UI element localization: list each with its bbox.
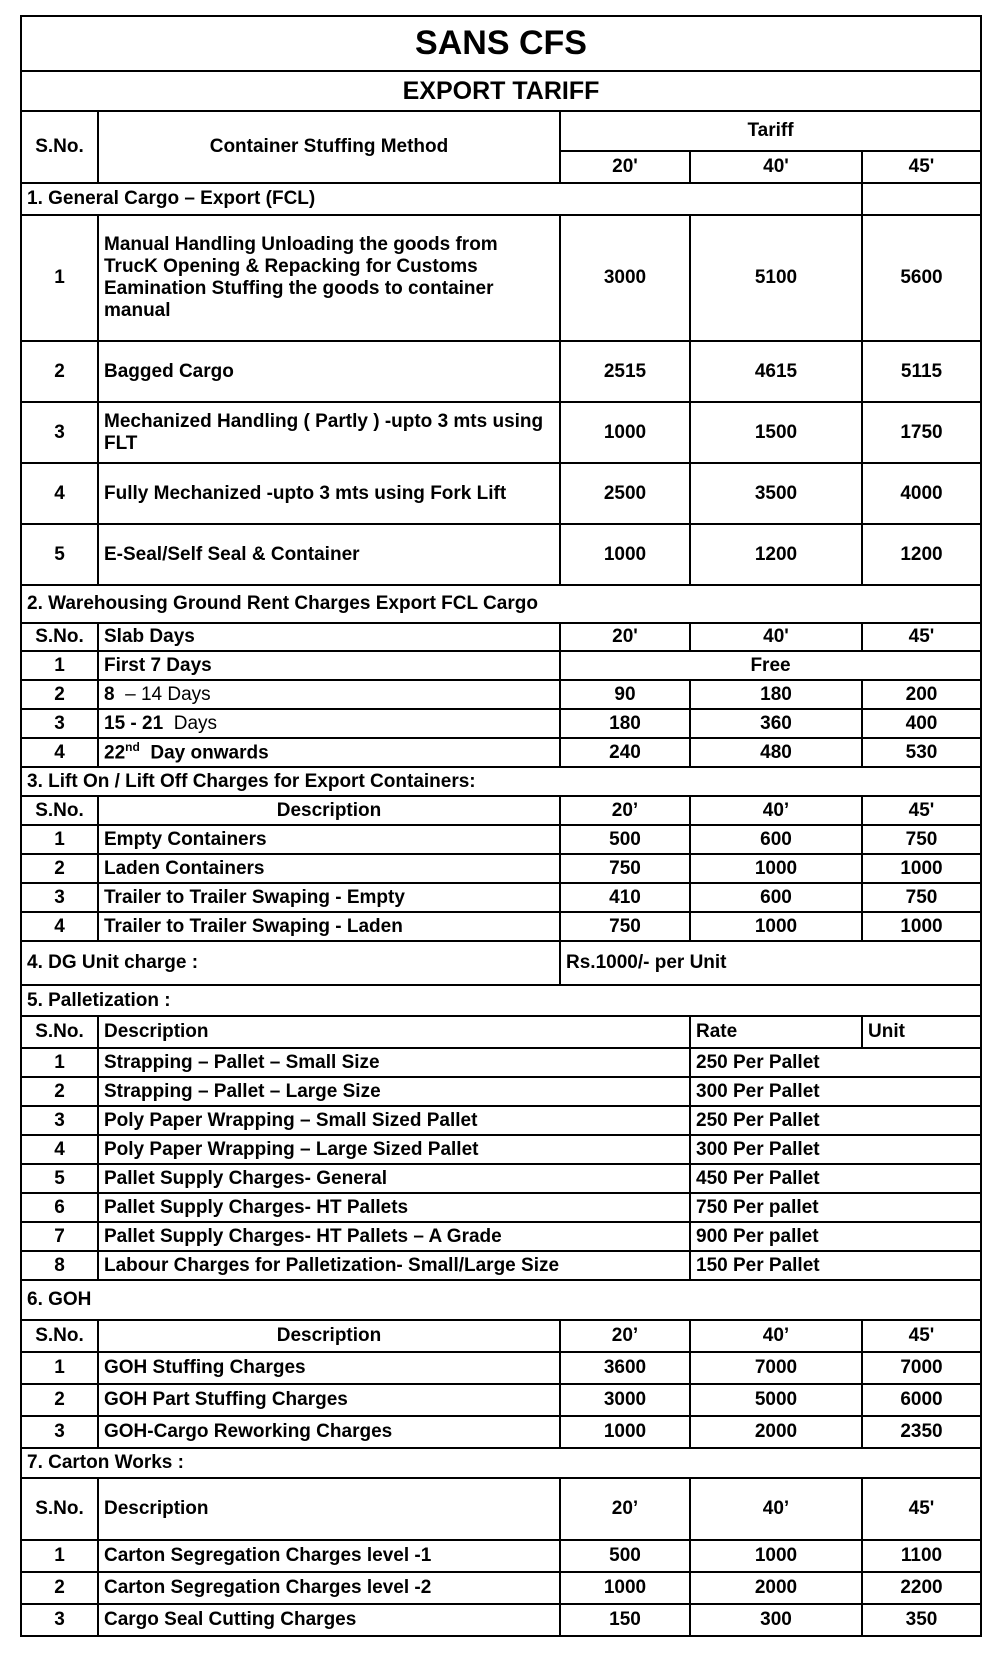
section-7-head-40: 40’ <box>690 1478 862 1540</box>
row-v40: 7000 <box>690 1352 862 1384</box>
table-row <box>21 1193 981 1222</box>
row-sno: 3 <box>21 1416 98 1448</box>
row-v45: 350 <box>862 1604 981 1636</box>
section-5-rows-b <box>21 1135 981 1280</box>
row-v20: 150 <box>560 1604 690 1636</box>
row-desc: Poly Paper Wrapping – Large Sized Pallet <box>98 1135 690 1164</box>
row-desc-text: – 14 Days <box>125 683 211 705</box>
row-v20: 240 <box>560 738 690 767</box>
table-row <box>21 1604 981 1636</box>
row-sno: 3 <box>21 1106 98 1135</box>
row-desc <box>98 680 560 709</box>
table-row <box>21 1135 981 1164</box>
header-40: 40' <box>690 151 862 183</box>
section-7-head-desc: Description <box>98 1478 560 1540</box>
row-v40: 1000 <box>690 1540 862 1572</box>
row-sno: 7 <box>21 1222 98 1251</box>
section-2-head-40: 40' <box>690 623 862 651</box>
table-row <box>21 738 981 767</box>
section-7-rows <box>21 1540 981 1636</box>
row-v40: 4615 <box>690 341 862 402</box>
row-v40: 2000 <box>690 1416 862 1448</box>
row-v45: 4000 <box>862 463 981 524</box>
row-v45: 1100 <box>862 1540 981 1572</box>
row-v45: 2350 <box>862 1416 981 1448</box>
section-6-title: 6. GOH <box>21 1280 981 1320</box>
row-v40: 5000 <box>690 1384 862 1416</box>
row-v45: 5115 <box>862 341 981 402</box>
row-v20: 3000 <box>560 1384 690 1416</box>
table-row <box>21 1048 981 1077</box>
row-desc: Empty Containers <box>98 825 560 854</box>
row-desc: Trailer to Trailer Swaping - Empty <box>98 883 560 912</box>
section-2-head-desc: Slab Days <box>98 623 560 651</box>
row-v40: 480 <box>690 738 862 767</box>
row-v20: 500 <box>560 825 690 854</box>
dg-unit-value: Rs.1000/- per Unit <box>560 941 981 985</box>
table-row <box>21 1251 981 1280</box>
table-row <box>21 524 981 585</box>
row-v20: 1000 <box>560 1416 690 1448</box>
section-6-head-45: 45' <box>862 1320 981 1352</box>
row-v40: 1000 <box>690 912 862 941</box>
section-3-rows <box>21 825 981 941</box>
row-desc: Cargo Seal Cutting Charges <box>98 1604 560 1636</box>
table-row <box>21 825 981 854</box>
section-2-head-20: 20' <box>560 623 690 651</box>
section-2-title: 2. Warehousing Ground Rent Charges Export FCL Cargo <box>21 585 981 623</box>
row-desc: Fully Mechanized -upto 3 mts using Fork Lift <box>98 463 560 524</box>
section-3-head-sno: S.No. <box>21 796 98 825</box>
row-v40: 300 <box>690 1604 862 1636</box>
row-desc: Carton Segregation Charges level -1 <box>98 1540 560 1572</box>
row-desc: Strapping – Pallet – Large Size <box>98 1077 690 1106</box>
section-7-head-45: 45' <box>862 1478 981 1540</box>
table-row <box>21 1384 981 1416</box>
row-desc <box>98 709 560 738</box>
row-v20: 1000 <box>560 1572 690 1604</box>
row-rate: 150 Per Pallet <box>690 1251 981 1280</box>
table-row <box>21 883 981 912</box>
row-v45: 750 <box>862 883 981 912</box>
table-row <box>21 341 981 402</box>
table-row <box>21 1164 981 1193</box>
row-rate: 250 Per Pallet <box>690 1048 981 1077</box>
row-v20: 180 <box>560 709 690 738</box>
row-sno: 5 <box>21 524 98 585</box>
row-rate: 300 Per Pallet <box>690 1135 981 1164</box>
row-desc: Labour Charges for Palletization- Small/Large Size <box>98 1251 690 1280</box>
row-sno: 4 <box>21 1135 98 1164</box>
section-5-rows-a <box>21 1048 981 1135</box>
section-3-head-40: 40’ <box>690 796 862 825</box>
row-sno: 6 <box>21 1193 98 1222</box>
row-desc: GOH-Cargo Reworking Charges <box>98 1416 560 1448</box>
section-1-blank <box>862 183 981 215</box>
table-row <box>21 1222 981 1251</box>
row-v40: 600 <box>690 883 862 912</box>
section-3-head-desc: Description <box>98 796 560 825</box>
row-v20: 3000 <box>560 215 690 341</box>
table-row <box>21 680 981 709</box>
section-3-head-20: 20’ <box>560 796 690 825</box>
section-6-head-sno: S.No. <box>21 1320 98 1352</box>
section-2-rows <box>21 680 981 738</box>
row-rate: 250 Per Pallet <box>690 1106 981 1135</box>
section-3-head-45: 45' <box>862 796 981 825</box>
row-v20: 500 <box>560 1540 690 1572</box>
row-desc-day: 22 <box>104 742 126 764</box>
row-desc: Strapping – Pallet – Small Size <box>98 1048 690 1077</box>
row-desc-range: 8 <box>104 683 115 705</box>
table-row <box>21 463 981 524</box>
table-row <box>21 1540 981 1572</box>
row-desc-text: Days <box>173 712 218 734</box>
row-v40: 180 <box>690 680 862 709</box>
table-row <box>21 402 981 463</box>
row-v45: 6000 <box>862 1384 981 1416</box>
header-20: 20' <box>560 151 690 183</box>
section-5-title: 5. Palletization : <box>21 985 981 1016</box>
row-desc: Poly Paper Wrapping – Small Sized Pallet <box>98 1106 690 1135</box>
row-v20: 750 <box>560 854 690 883</box>
row-rate: 750 Per pallet <box>690 1193 981 1222</box>
row-sno: 2 <box>21 1572 98 1604</box>
row-v45: 1200 <box>862 524 981 585</box>
section-6-head-20: 20’ <box>560 1320 690 1352</box>
row-sno: 1 <box>21 825 98 854</box>
row-desc <box>98 738 560 767</box>
row-v45: 750 <box>862 825 981 854</box>
row-desc-suffix: nd <box>125 740 140 755</box>
section-6-head-desc: Description <box>98 1320 560 1352</box>
row-desc: Pallet Supply Charges- General <box>98 1164 690 1193</box>
table-row <box>21 854 981 883</box>
row-v45: 530 <box>862 738 981 767</box>
row-v45: 5600 <box>862 215 981 341</box>
row-v45: 1750 <box>862 402 981 463</box>
row-desc-text: Day onwards <box>150 742 269 764</box>
row-v45: 1000 <box>862 912 981 941</box>
row-sno: 1 <box>21 1048 98 1077</box>
row-v45: 200 <box>862 680 981 709</box>
table-row <box>21 912 981 941</box>
row-sno: 8 <box>21 1251 98 1280</box>
row-v40: 3500 <box>690 463 862 524</box>
row-sno: 4 <box>21 463 98 524</box>
section-1-title: 1. General Cargo – Export (FCL) <box>21 183 862 215</box>
page-subtitle: EXPORT TARIFF <box>21 71 981 111</box>
table-row <box>21 215 981 341</box>
row-sno: 1 <box>21 651 98 680</box>
section-4-title: 4. DG Unit charge : <box>21 941 560 985</box>
row-desc: GOH Part Stuffing Charges <box>98 1384 560 1416</box>
row-sno: 2 <box>21 341 98 402</box>
section-6-rows <box>21 1352 981 1448</box>
row-sno: 3 <box>21 709 98 738</box>
section-5-head-unit: Unit <box>862 1016 981 1048</box>
row-sno: 2 <box>21 1077 98 1106</box>
row-desc: Laden Containers <box>98 854 560 883</box>
row-sno: 3 <box>21 1604 98 1636</box>
row-desc: Mechanized Handling ( Partly ) -upto 3 mts using FLT <box>98 402 560 463</box>
section-2-head-sno: S.No. <box>21 623 98 651</box>
section-3-title: 3. Lift On / Lift Off Charges for Export Containers: <box>21 767 981 796</box>
row-v20: 3600 <box>560 1352 690 1384</box>
row-desc: Trailer to Trailer Swaping - Laden <box>98 912 560 941</box>
section-7-head-20: 20’ <box>560 1478 690 1540</box>
row-desc: Carton Segregation Charges level -2 <box>98 1572 560 1604</box>
row-sno: 5 <box>21 1164 98 1193</box>
header-tariff: Tariff <box>560 111 981 151</box>
row-v45: 7000 <box>862 1352 981 1384</box>
row-v20: 750 <box>560 912 690 941</box>
section-5-head-desc: Description <box>98 1016 690 1048</box>
row-sno: 4 <box>21 738 98 767</box>
section-1-rows <box>21 215 981 585</box>
row-v40: 1200 <box>690 524 862 585</box>
header-method: Container Stuffing Method <box>98 111 560 183</box>
row-v40: 600 <box>690 825 862 854</box>
row-desc: E-Seal/Self Seal & Container <box>98 524 560 585</box>
row-desc: Pallet Supply Charges- HT Pallets <box>98 1193 690 1222</box>
row-sno: 2 <box>21 1384 98 1416</box>
table-row <box>21 651 981 680</box>
row-rate: 900 Per pallet <box>690 1222 981 1251</box>
page-title: SANS CFS <box>21 16 981 71</box>
row-v40: 360 <box>690 709 862 738</box>
free-value: Free <box>560 651 981 680</box>
row-desc-range: 15 - 21 <box>104 712 164 734</box>
row-v40: 2000 <box>690 1572 862 1604</box>
table-row <box>21 1352 981 1384</box>
section-6-head-40: 40’ <box>690 1320 862 1352</box>
section-2-head-45: 45' <box>862 623 981 651</box>
row-sno: 3 <box>21 883 98 912</box>
row-v20: 90 <box>560 680 690 709</box>
row-desc: Bagged Cargo <box>98 341 560 402</box>
section-7-title: 7. Carton Works : <box>21 1448 981 1478</box>
header-45: 45' <box>862 151 981 183</box>
table-row <box>21 1077 981 1106</box>
section-7-head-sno: S.No. <box>21 1478 98 1540</box>
section-5-head-rate: Rate <box>690 1016 862 1048</box>
row-v20: 1000 <box>560 402 690 463</box>
row-sno: 1 <box>21 215 98 341</box>
table-row <box>21 709 981 738</box>
row-v20: 2515 <box>560 341 690 402</box>
table-row <box>21 1106 981 1135</box>
row-sno: 1 <box>21 1540 98 1572</box>
row-desc: GOH Stuffing Charges <box>98 1352 560 1384</box>
row-v45: 1000 <box>862 854 981 883</box>
table-row <box>21 1416 981 1448</box>
section-5-head-sno: S.No. <box>21 1016 98 1048</box>
row-rate: 300 Per Pallet <box>690 1077 981 1106</box>
row-rate: 450 Per Pallet <box>690 1164 981 1193</box>
row-v20: 2500 <box>560 463 690 524</box>
row-desc: Pallet Supply Charges- HT Pallets – A Grade <box>98 1222 690 1251</box>
table-row <box>21 1572 981 1604</box>
row-v20: 1000 <box>560 524 690 585</box>
row-desc: Manual Handling Unloading the goods from TrucK Opening & Repacking for Customs Eamination Stuffing the goods to container manual <box>98 215 560 341</box>
export-tariff-table <box>20 15 982 1637</box>
row-sno: 2 <box>21 854 98 883</box>
row-v40: 1500 <box>690 402 862 463</box>
row-v45: 400 <box>862 709 981 738</box>
row-v40: 5100 <box>690 215 862 341</box>
row-v20: 410 <box>560 883 690 912</box>
row-desc: First 7 Days <box>98 651 560 680</box>
row-sno: 3 <box>21 402 98 463</box>
row-sno: 2 <box>21 680 98 709</box>
row-sno: 4 <box>21 912 98 941</box>
header-sno: S.No. <box>21 111 98 183</box>
row-v40: 1000 <box>690 854 862 883</box>
row-sno: 1 <box>21 1352 98 1384</box>
row-v45: 2200 <box>862 1572 981 1604</box>
